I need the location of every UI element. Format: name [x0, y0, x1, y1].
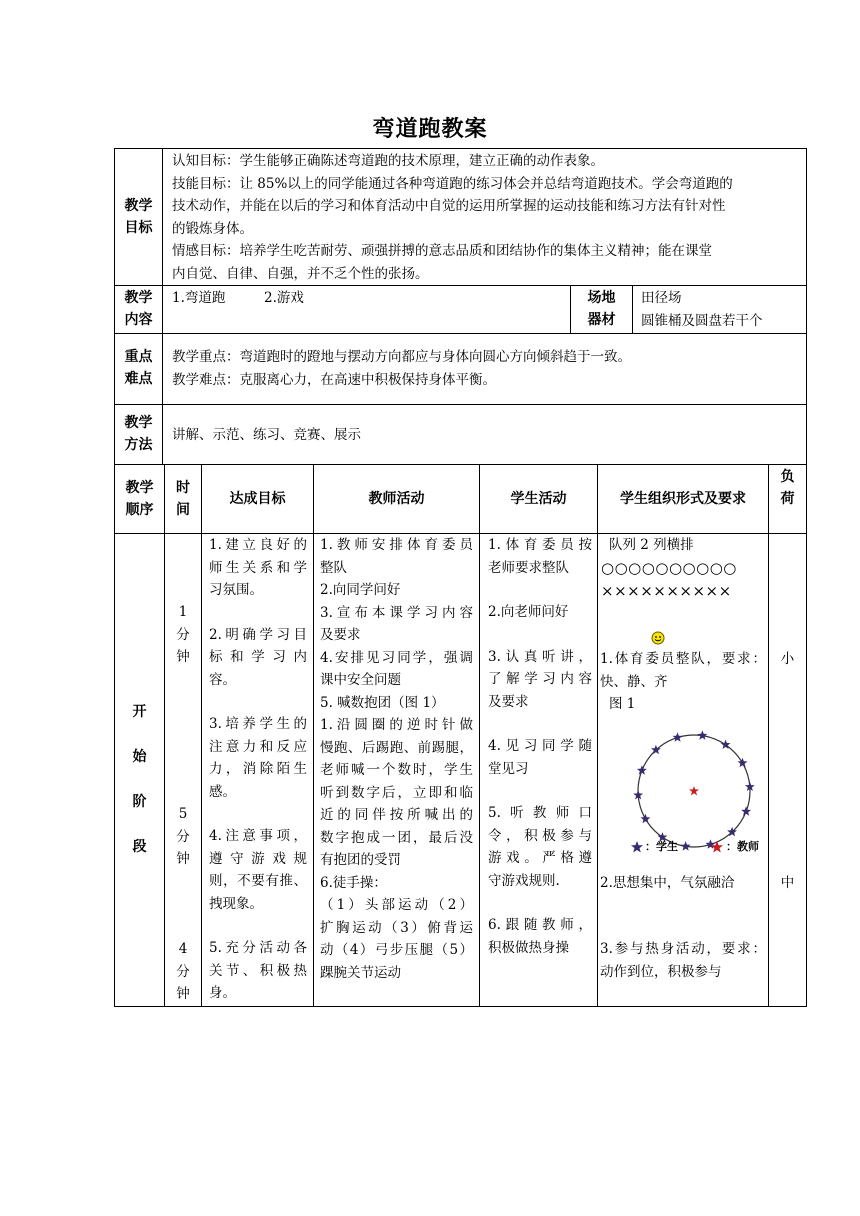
keypoints-text: 教学重点：弯道跑时的蹬地与摆动方向都应与身体向圆心方向倾斜趋于一致。 教学难点：克服离心力，在高速中积极保持身体平衡。 — [172, 349, 631, 388]
formation-row-crosses: ×××××××××× — [601, 582, 732, 600]
teacher-activity-6-desc: （1）头部运动（2） 扩胸运动（3）俯背运 动（4）弓步压腿（5） 踝腕关节运动 — [320, 897, 473, 981]
student-star-icon — [637, 765, 647, 774]
student-legend-icon — [630, 840, 644, 854]
formation-label: 队列 2 列横排 — [609, 537, 694, 553]
teacher-legend-label: ：教师 — [726, 840, 759, 853]
student-legend-label: ：学生 — [645, 840, 678, 853]
student-star-icon — [738, 758, 748, 767]
time-2: 5 分 钟 — [176, 806, 190, 867]
student-activity-2: 2.向老师问好 — [488, 604, 569, 620]
student-star-icon — [697, 730, 707, 739]
goal-4: 4.注意事项， 遵守游戏规 则，不要有推、 拽现象。 — [209, 828, 307, 912]
goal-2: 2.明确学习目 标和学习内 容。 — [209, 626, 307, 688]
student-activity-4: 4.见习同学随 堂见习 — [488, 738, 592, 777]
load-2: 中 — [780, 875, 795, 891]
student-activities — [488, 534, 592, 959]
teacher-activity-6: 6.徒手操： — [320, 874, 387, 891]
header-teacher: 教师活动 — [368, 491, 425, 507]
requirement-2: 2.思想集中，气氛融洽 — [600, 875, 735, 891]
page-title: 弯道跑教案 — [372, 117, 488, 142]
header-order: 教学 顺序 — [125, 480, 154, 518]
stage-name: 开 始 阶 段 — [132, 704, 147, 855]
student-activity-6: 6.跟随教师， 积极做热身操 — [488, 917, 592, 956]
student-star-icon — [741, 806, 751, 815]
keypoints-label: 重点 难点 — [124, 349, 153, 387]
header-time: 时 间 — [176, 480, 190, 518]
teacher-activities — [320, 534, 473, 984]
venue-label: 场地 器材 — [587, 290, 616, 328]
venue-value: 田径场 圆锥桶及圆盘若干个 — [641, 290, 763, 329]
header-student: 学生活动 — [510, 491, 567, 507]
objectives-text: 认知目标：学生能够正确陈述弯道跑的技术原理，建立正确的动作表象。 技能目标：让 85%以上的同学能通过各种弯道跑的练习体会并总结弯道跑技术。学会弯道跑的 技术动作，并能在以后的学习和体育活动中自觉的运用所掌握的运动技能和练习方法有针对性 的锻炼身体。 情感目标：培养学生吃苦耐劳、顽强拼搏的意志品质和团结协作的集体主义精神；能在课堂 内自觉、自律、自强，并不乏个性的张扬。 — [172, 153, 733, 282]
header-load: 负 荷 — [780, 469, 795, 507]
smiley-icon — [650, 630, 666, 646]
header-goal: 达成目标 — [229, 491, 286, 507]
student-activity-3: 3.认真听讲， 了解学习内容 及要求 — [488, 648, 592, 710]
requirement-1: 1.体育委员整队，要求： 快、静、齐 — [600, 651, 766, 690]
goal-5: 5.充分活动各 关节、积极热 身。 — [209, 940, 307, 1001]
formation-row-circles: ○○○○○○○○○○ — [601, 559, 737, 577]
time-3: 4 分 钟 — [176, 941, 190, 1002]
goals-list — [209, 534, 307, 1005]
teacher-activity-4: 4.安排见习同学，强调 课中安全问题 — [320, 649, 473, 688]
teacher-activity-1: 1.教师安排体育委员 整队 — [320, 537, 473, 576]
goal-1: 1.建立良好的 师生关系和学 习氛围。 — [209, 537, 307, 598]
student-activity-5: 5.听教师口 令，积极参与 游戏。严格遵 守游戏规则. — [488, 805, 592, 889]
content-item-2: 2.游戏 — [264, 290, 304, 306]
teacher-star-icon — [689, 786, 699, 795]
objectives-label: 教学 目标 — [124, 198, 153, 236]
teacher-activity-5-desc: 1.沿圆圈的逆时针做 慢跑、后踢跑、前踢腿， 老师喊一个数时，学生 听到数字后，立即和临 近的同伴按所喊出的 数字抱成一团，最后没 有抱团的受罚 — [320, 717, 473, 868]
student-star-icon — [673, 732, 683, 741]
goal-3: 3.培养学生的 注意力和反应 力，消除陌生 感。 — [209, 716, 307, 800]
load-1: 小 — [780, 651, 795, 667]
time-1: 1 分 钟 — [176, 604, 190, 665]
content-label: 教学 内容 — [124, 290, 153, 328]
method-text: 讲解、示范、练习、竞赛、展示 — [172, 427, 361, 443]
method-label: 教学 方法 — [124, 415, 153, 453]
requirement-3: 3.参与热身活动，要求： 动作到位，积极参与 — [600, 941, 766, 980]
teacher-legend-icon — [710, 840, 724, 854]
teacher-activity-5: 5. 喊数抱团（图 1） — [320, 694, 445, 711]
teacher-activity-3: 3.宣布本课学习内容 及要求 — [320, 604, 473, 643]
student-activity-1: 1.体育委员按 老师要求整队 — [488, 537, 592, 576]
content-item-1: 1.弯道跑 — [172, 290, 226, 306]
teacher-activity-2: 2.向同学问好 — [320, 582, 401, 598]
figure-label: 图 1 — [609, 696, 636, 712]
header-org: 学生组织形式及要求 — [620, 491, 746, 507]
student-star-icon — [681, 841, 691, 850]
student-star-icon — [641, 814, 651, 823]
